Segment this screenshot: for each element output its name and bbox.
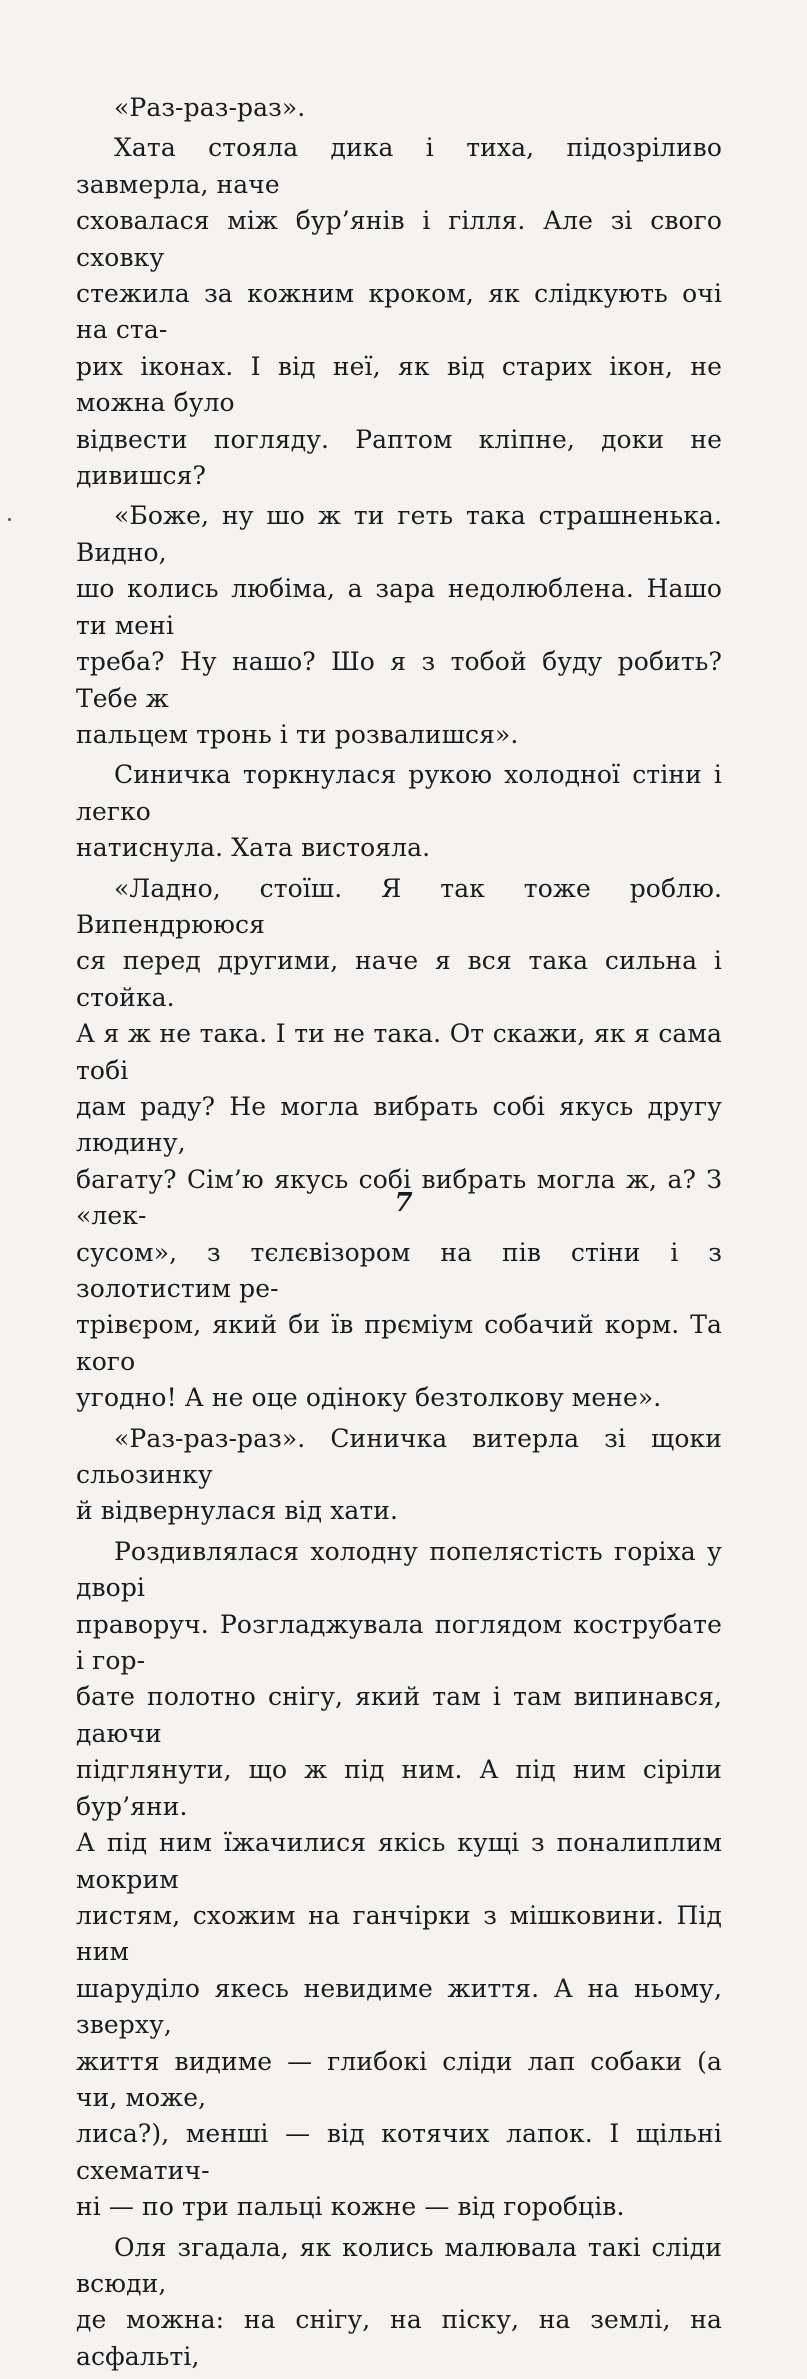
paragraph-5: «Ладно, стоїш. Я так тоже роблю. Випендрююся ся перед другими, наче я вся така сильна і стойка. А я ж не така. І ти не така. От скажи, як я сама тобі дам раду? Не могла вибрать собі якусь другу людину, багату? Сім’ю якусь собі вибрать могла ж, а? З «лек- сусом», з тєлєвізором на пів стіни і з золотистим ре- трівєром, який би їв прєміум собачий корм. Та кого угодно! А не оце одіноку безтолкову мене». (76, 873, 722, 1413)
paragraph-8: Оля згадала, як колись малювала такі сліди всюди, де можна: на снігу, на піску, на землі, на асфальті, (76, 2232, 722, 2371)
paragraph-1: «Раз-раз-раз». (114, 93, 306, 122)
paragraph-7: Роздивлялася холодну попелястість горіха у дворі праворуч. Розгладжувала поглядом кострубате і гор- бате полотно снігу, який там і там випинався, даючи підглянути, що ж під ним. А під ним сіріли бур’яни. А під ним їжачилися якісь кущі з поналиплим мокрим листям, схожим на ганчірки з мішковини. Під ним шаруділо якесь невидиме життя. А на ньому, зверху, життя видиме — глибокі сліди лап собаки (а чи, може, лиса?), менші — від котячих лапок. І щільні схематич- ні — по три пальці кожне — від горобців. (76, 1536, 722, 2222)
page-body (76, 90, 722, 2379)
paragraph-4: Синичка торкнулася рукою холодної стіни і легко натиснула. Хата вистояла. (76, 760, 722, 863)
paragraph-6: «Раз-раз-раз». Синичка витерла зі щоки сльозинку й відвернулася від хати. (76, 1423, 722, 1526)
page-number: 7 (394, 1188, 413, 1218)
paragraph-2: Хата стояла дика і тиха, підозріливо завмерла, наче сховалася між бур’янів і гілля. Але зі свого сховку стежила за кожним кроком, як слідкують очі на ста- рих іконах. І від неї, як від старих ікон, не можна було відвести погляду. Раптом кліпне, доки не дивишся? (76, 133, 722, 491)
paragraph-3: «Боже, ну шо ж ти геть така страшненька. Видно, шо колись любіма, а зара недолюблена. Нашо ти мені треба? Ну нашо? Шо я з тобой буду робить? Тебе ж пальцем тронь і ти розвалишся». (76, 501, 722, 749)
scan-speck (8, 518, 11, 521)
